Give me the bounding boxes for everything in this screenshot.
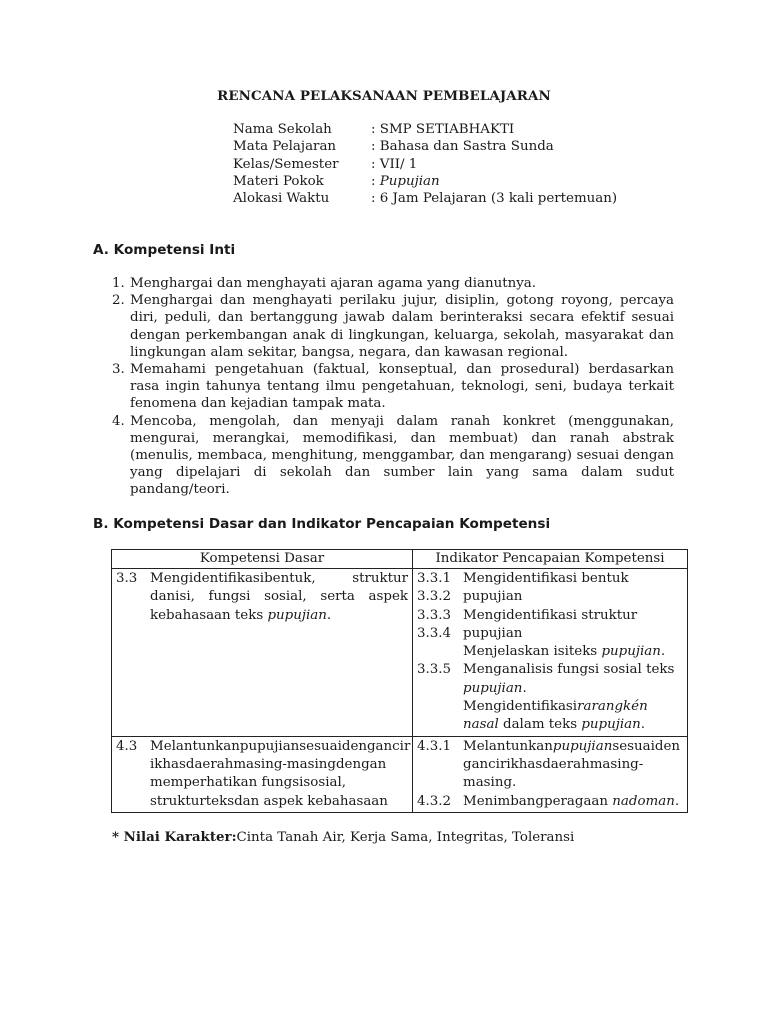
ipk-code: 3.3.5 — [417, 662, 452, 678]
section-a-heading: A. Kompetensi Inti — [93, 242, 236, 258]
kompetensi-inti-list — [112, 275, 674, 499]
document-title: RENCANA PELAKSANAAN PEMBELAJARAN — [217, 88, 551, 104]
identity-prefix: : — [371, 173, 380, 189]
ipk-text: Mengidentifikasi bentuk — [463, 571, 629, 586]
list-text: Mencoba, mengolah, dan menyaji dalam ranah konkret (menggunakan, mengurai, merangkai, memodifikasi, dan membuat) dan ranah abstrak (menulis, membaca, menghitung, menggambar, dan mengarang) sesuai dengan yang dipelajari di sekolah dan sumber lain yang sama dalam sudut pandang/teori. — [130, 413, 674, 498]
ipk-text: Menimbangperagaan nadoman. — [463, 793, 680, 809]
table-header-row — [112, 550, 688, 569]
ipk-text: Melantunkanpupujiansesuaiden — [463, 738, 681, 754]
ipk-code: 4.3.2 — [417, 793, 452, 809]
identity-label: Mata Pelajaran — [233, 139, 337, 155]
list-item — [112, 292, 674, 361]
identity-value: : 6 Jam Pelajaran (3 kali pertemuan) — [371, 191, 618, 207]
karakter-value: Cinta Tanah Air, Kerja Sama, Integritas, Toleransi — [236, 830, 575, 845]
identity-row — [233, 173, 673, 190]
kd-cell — [112, 736, 413, 812]
nilai-karakter — [112, 828, 574, 847]
column-header-ipk: Indikator Pencapaian Kompetensi — [413, 550, 688, 569]
list-item — [112, 413, 674, 499]
identity-block — [233, 121, 673, 207]
ipk-text: Menjelaskan isiteks pupujian. — [463, 644, 666, 660]
identity-row — [233, 190, 673, 207]
identity-italic-value: Pupujian — [379, 173, 440, 189]
list-item — [112, 361, 674, 413]
ipk-text: nasal dalam teks pupujian. — [463, 717, 646, 733]
ipk-code — [417, 756, 463, 774]
identity-row — [233, 121, 673, 138]
ipk-text: gancirikhasdaerahmasing- — [463, 756, 644, 772]
ipk-code — [417, 643, 463, 661]
ipk-code — [417, 680, 463, 698]
identity-label: Nama Sekolah — [233, 122, 332, 137]
ipk-list — [413, 737, 687, 812]
section-b-heading: B. Kompetensi Dasar dan Indikator Pencapaian Kompetensi — [93, 516, 551, 532]
table-row — [112, 736, 688, 812]
ipk-code — [417, 716, 463, 734]
ipk-text: pupujian — [463, 625, 523, 641]
ipk-text: Menganalisis fungsi sosial teks — [463, 662, 675, 678]
ipk-code: 3.3.4 — [417, 625, 452, 641]
identity-value — [371, 173, 673, 190]
ipk-text: Mengidentifikasi struktur — [463, 607, 638, 623]
list-text: Memahami pengetahuan (faktual, konseptual, dan prosedural) berdasarkan rasa ingin tahunya tentang ilmu pengetahuan, teknologi, seni, budaya terkait fenomena dan kejadian tampak mata. — [130, 362, 674, 412]
kd-text: Melantunkanpupujiansesuaidengancir ikhasdaerahmasing-masingdengan memperhatikan fungsisosial, strukturteksdan aspek kebahasaan — [150, 738, 411, 809]
list-item — [112, 275, 674, 292]
list-number: 1. — [112, 276, 125, 291]
identity-value: : VII/ 1 — [371, 156, 418, 172]
list-number: 3. — [112, 362, 125, 378]
kd-code: 3.3 — [116, 571, 138, 586]
identity-row — [233, 138, 673, 155]
identity-label: Materi Pokok — [233, 173, 324, 189]
list-text: Menghargai dan menghayati ajaran agama yang dianutnya. — [130, 276, 537, 291]
list-text: Menghargai dan menghayati perilaku jujur, disiplin, gotong royong, percaya diri, peduli, dan bertanggung jawab dalam berinteraksi secara efektif sesuai dengan perkembangan anak di lingkungan, keluarga, sekolah, masyarakat dan lingkungan alam sekitar, bangsa, negara, dan kawasan regional. — [130, 293, 674, 360]
list-number: 2. — [112, 293, 125, 309]
identity-label: Kelas/Semester — [233, 156, 339, 172]
ipk-text: pupujian. — [463, 680, 527, 696]
ipk-cell — [413, 569, 688, 737]
kd-cell — [112, 569, 413, 737]
karakter-label: * Nilai Karakter: — [112, 829, 237, 845]
ipk-text: pupujian — [463, 589, 523, 605]
ipk-list — [413, 569, 687, 736]
kd-code: 4.3 — [116, 738, 138, 754]
ipk-code: 3.3.2 — [417, 589, 452, 605]
competency-table — [111, 549, 688, 813]
ipk-code: 4.3.1 — [417, 738, 452, 754]
table-row — [112, 569, 688, 737]
list-number: 4. — [112, 413, 125, 429]
ipk-cell — [413, 736, 688, 812]
ipk-code: 3.3.3 — [417, 607, 452, 623]
ipk-code — [417, 774, 463, 792]
identity-label: Alokasi Waktu — [233, 191, 330, 207]
ipk-code: 3.3.1 — [417, 571, 452, 586]
identity-row — [233, 156, 673, 173]
kd-text: Mengidentifikasibentuk, struktur danisi, fungsi sosial, serta aspek kebahasaan teks pupujian. — [150, 571, 408, 623]
identity-value: : SMP SETIABHAKTI — [371, 122, 515, 137]
identity-value: : Bahasa dan Sastra Sunda — [371, 139, 554, 155]
ipk-text: masing. — [463, 775, 517, 791]
ipk-code — [417, 698, 463, 716]
column-header-kd: Kompetensi Dasar — [112, 550, 413, 569]
ipk-text: Mengidentifikasirarangkén — [463, 699, 648, 715]
